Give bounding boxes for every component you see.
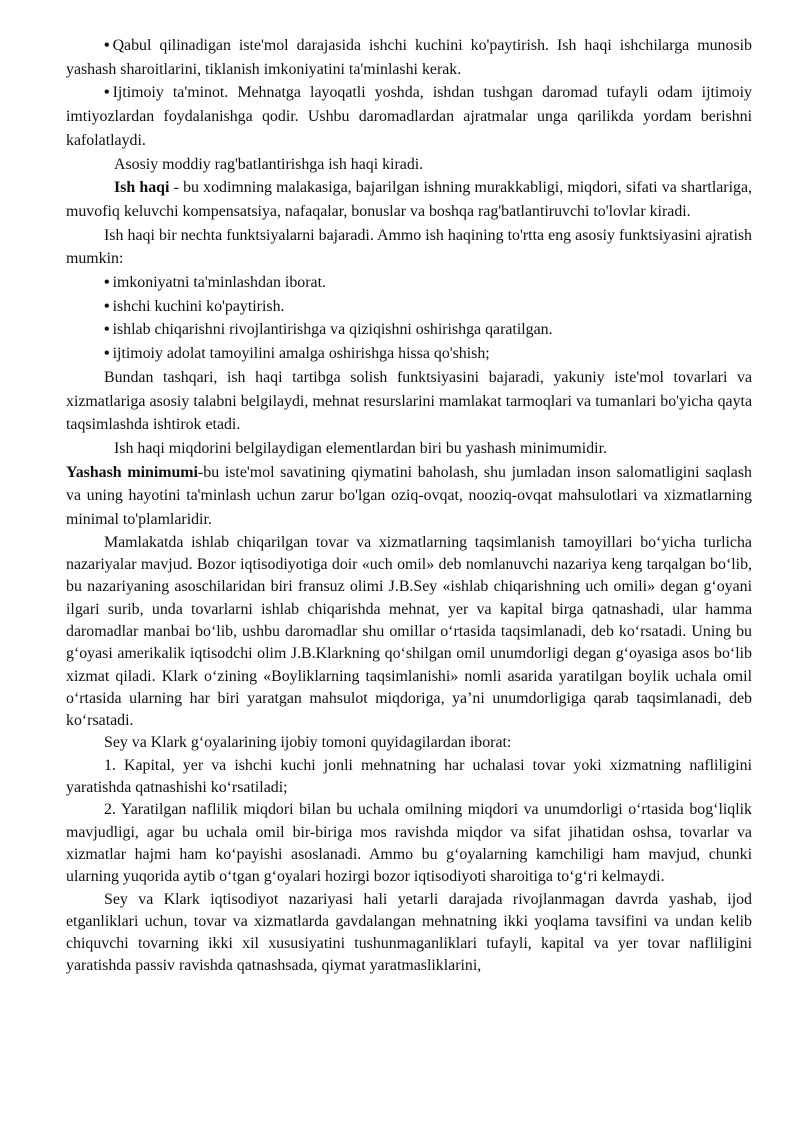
bullet-text: ishlab chiqarishni rivojlantirishga va qiziqishni oshirishga qaratilgan. bbox=[112, 321, 553, 339]
bullet-glyph: • bbox=[104, 84, 110, 102]
definition-text: - bu xodimning malakasiga, bajarilgan ishning murakkabligi, miqdori, sifati va shartlariga, muvofiq keluvchi kompensatsiya, nafaqalar, bonuslar va boshqa rag'batlantiruvchi to'lovlar kiradi. bbox=[66, 179, 752, 220]
bullet-text: Ijtimoiy ta'minot. Mehnatga layoqatli yoshda, ishdan tushgan daromad tufayli odam ijtimoiy imtiyozlardan foydalanishga qodir. Ushbu daromadlardan ajratmalar unga qarilikda yordam berishni kafolatlaydi. bbox=[66, 84, 752, 149]
paragraph: Bundan tashqari, ish haqi tartibga solish funktsiyasini bajaradi, yakuniy iste'mol tovarlari va xizmatlariga asosiy talabni belgilaydi, mehnat resurslarini mamlakat tarmoqlari va tumanlari bo'yicha qayta taqsimlashda ishtirok etadi. bbox=[66, 368, 752, 434]
bullet-item bbox=[66, 271, 752, 295]
bullet-glyph: • bbox=[104, 345, 110, 363]
bullet-text: ishchi kuchini ko'paytirish. bbox=[112, 297, 285, 315]
bullet-item bbox=[66, 342, 752, 366]
bullet-glyph: • bbox=[104, 297, 110, 315]
bullet-glyph: • bbox=[104, 274, 110, 292]
bullet-text: imkoniyatni ta'minlashdan iborat. bbox=[112, 274, 326, 292]
bullet-item bbox=[66, 295, 752, 319]
paragraph: Ish haqi miqdorini belgilaydigan elementlardan biri bu yashash minimumidir. bbox=[114, 439, 607, 457]
bullet-text: ijtimoiy adolat tamoyilini amalga oshirishga hissa qo'shish; bbox=[112, 345, 490, 363]
numbered-item: 2. Yaratilgan naflilik miqdori bilan bu uchala omilning miqdori va unumdorligi o‘rtasida bog‘liqlik mavjudligi, agar bu uchala omil bir-biriga mos ravishda miqdor va sifat jihatidan oshsa, tovarlar va xizmatlar hajmi ham ko‘payishi asoslanadi. Ammo bu g‘oyalarning kamchiligi ham mavjud, chunki ularning yuqorida aytib o‘tgan g‘oyalari hozirgi bozor iqtisodiyoti sharoitiga to‘g‘ri kelmaydi. bbox=[66, 801, 752, 886]
paragraph: Mamlakatda ishlab chiqarilgan tovar va xizmatlarning taqsimlanish tamoyillari bo‘yicha turlicha nazariyalar mavjud. Bozor iqtisodiyotiga doir «uch omil» deb nomlanuvchi nazariya keng tarqalgan bo‘lib, bu nazariyaning asoschilaridan biri fransuz olimi J.B.Sey «ishlab chiqarishning uch omili» degan g‘oyani ilgari surib, unda tovarlarni ishlab chiqarishda mehnat, yer va kapital birga qatnashadi, ular hamma daromadlar manbai bo‘lib, ushbu daromadlar shu omillar o‘rtasida taqsimlanadi, deb ko‘rsatadi. Uning bu g‘oyasi amerikalik iqtisodchi olim J.B.Klarkning qo‘shilgan omil unumdorligi degan g‘oyasiga asos bo‘lib xizmat qiladi. Klark o‘zining «Boyliklarning taqsimlanishi» nomli asarida yaratilgan boylik uchala omil o‘rtasida ularning har biri yaratgan mahsulot miqdoriga, ya’ni unumdorligiga qarab taqsimlanadi, deb ko‘rsatadi. bbox=[66, 533, 752, 730]
paragraph: Ish haqi bir nechta funktsiyalarni bajaradi. Ammo ish haqining to'rtta eng asosiy funktsiyasini ajratish mumkin: bbox=[66, 226, 752, 268]
bullet-glyph: • bbox=[104, 321, 110, 339]
paragraph-ish-haqi-definition bbox=[66, 176, 752, 223]
paragraph: Sey va Klark g‘oyalarining ijobiy tomoni quyidagilardan iborat: bbox=[104, 734, 512, 752]
bullet-text: Qabul qilinadigan iste'mol darajasida ishchi kuchini ko'paytirish. Ish haqi ishchilarga munosib yashash sharoitlarini, tiklanish imkoniyatini ta'minlashi kerak. bbox=[66, 37, 752, 78]
numbered-item: 1. Kapital, yer va ishchi kuchi jonli mehnatning har uchalasi tovar yoki xizmatning nafliligini yaratishda qatnashishi ko‘rsatiladi; bbox=[66, 756, 752, 797]
definition-text: -bu iste'mol savatining qiymatini baholash, shu jumladan inson salomatligini saqlash va uning hayotini ta'minlash uchun zarur bo'lgan oziq-ovqat, nooziq-ovqat mahsulotlari va xizmatlarning minimal to'plamlaridir. bbox=[66, 463, 752, 529]
term-bold: Ish haqi bbox=[114, 179, 170, 197]
term-bold: Yashash minimumi bbox=[66, 463, 198, 481]
bullet-item bbox=[66, 81, 752, 152]
paragraph: Sey va Klark iqtisodiyot nazariyasi hali yetarli darajada rivojlanmagan davrda yashab, ijod etganliklari uchun, tovar va xizmatlarda gavdalangan mehnatning ikki yoqlama tavsifini va undan kelib chiquvchi tovarning ikki xil xususiyatini tushunmaganliklari tufayli, kapital va yer tovar nafliligini yaratishda passiv ravishda qatnashsada, qiymat yaratmasliklarini, bbox=[66, 890, 752, 975]
document-page bbox=[66, 34, 752, 978]
bullet-item bbox=[66, 34, 752, 81]
bullet-item bbox=[66, 318, 752, 342]
bullet-glyph: • bbox=[104, 37, 110, 54]
paragraph: Asosiy moddiy rag'batlantirishga ish haqi kiradi. bbox=[114, 155, 424, 173]
paragraph-yashash-minimumi-definition bbox=[66, 461, 752, 532]
